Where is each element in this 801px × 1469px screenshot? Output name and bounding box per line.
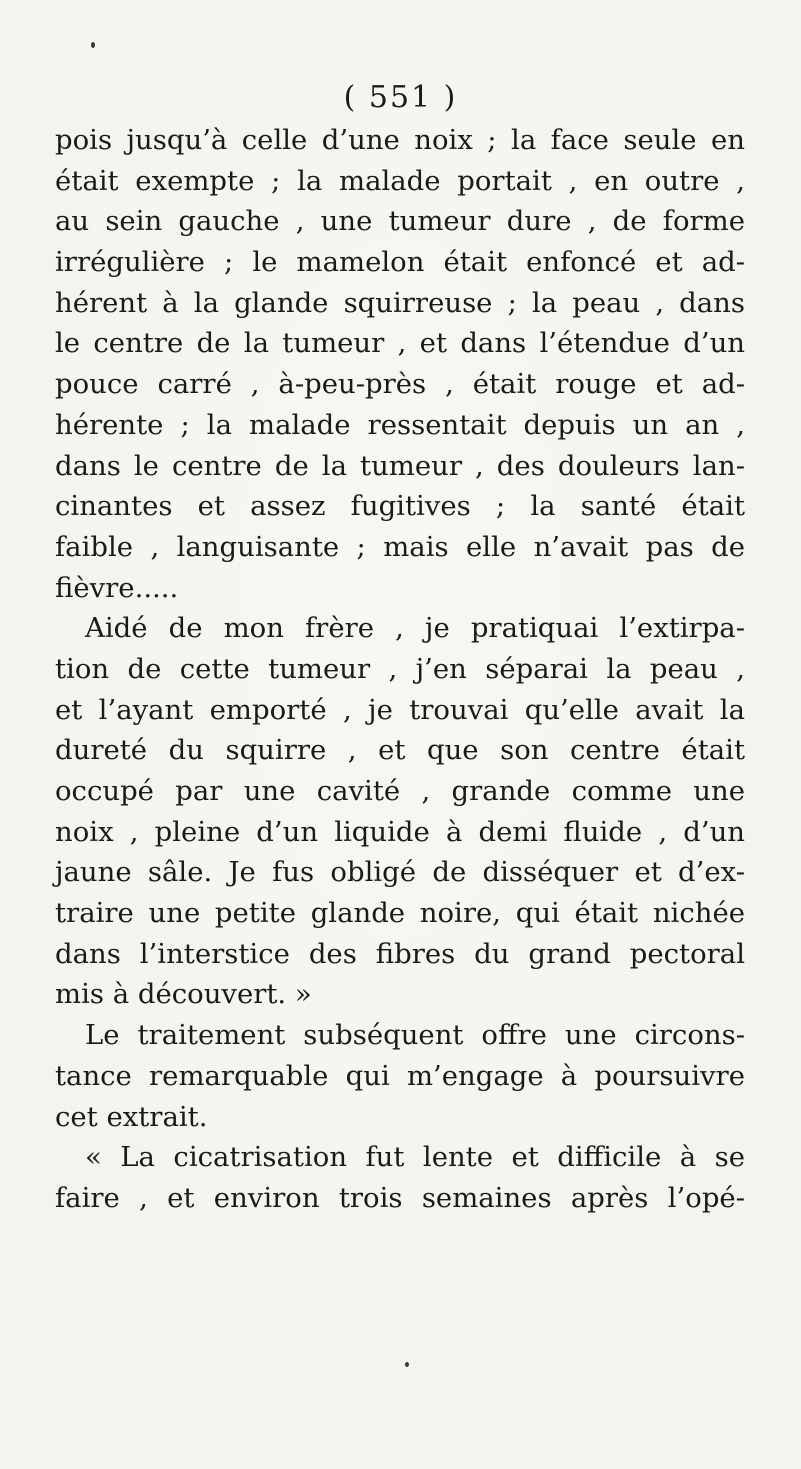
text-line: dans le centre de la tumeur , des douleurs lan- (55, 449, 745, 482)
ink-speck (405, 1362, 409, 1367)
text-line: faible , languisante ; mais elle n’avait pas de (55, 530, 745, 563)
text-line: et l’ayant emporté , je trouvai qu’elle avait la (55, 693, 745, 726)
text-line: dureté du squirre , et que son centre était (55, 734, 745, 767)
text-line: Le traitement subséquent offre une circons- (85, 1019, 745, 1052)
text-line: dans l’interstice des fibres du grand pectoral (55, 937, 745, 970)
text-line: jaune sâle. Je fus obligé de disséquer et d’ex- (55, 856, 745, 889)
text-line: au sein gauche , une tumeur dure , de forme (55, 205, 745, 238)
text-line: faire , et environ trois semaines après l’opé- (55, 1181, 745, 1214)
text-line: traire une petite glande noire, qui était nichée (55, 897, 745, 930)
text-line: hérente ; la malade ressentait depuis un an , (55, 408, 745, 441)
text-line: « La cicatrisation fut lente et difficile à se (85, 1141, 745, 1174)
text-line: irrégulière ; le mamelon était enfoncé et ad- (55, 246, 745, 279)
text-line: pois jusqu’à celle d’une noix ; la face seule en (55, 124, 745, 156)
text-line: cinantes et assez fugitives ; la santé était (55, 490, 745, 523)
text-line: cet extrait. (55, 1100, 208, 1133)
text-line: tion de cette tumeur , j’en séparai la peau , (55, 652, 745, 685)
text-line: noix , pleine d’un liquide à demi fluide , d’un (55, 815, 745, 848)
page-number: ( 551 ) (343, 80, 458, 115)
text-line: Aidé de mon frère , je pratiquai l’extirpa- (85, 612, 745, 645)
text-line: fièvre..... (55, 571, 179, 604)
ink-speck (91, 42, 95, 48)
text-line: mis à découvert. » (55, 978, 312, 1011)
text-line: était exempte ; la malade portait , en outre , (55, 164, 745, 197)
body-text (55, 120, 745, 1219)
text-line: le centre de la tumeur , et dans l’étendue d’un (55, 327, 745, 360)
text-line: hérent à la glande squirreuse ; la peau , dans (55, 286, 745, 319)
text-line: occupé par une cavité , grande comme une (55, 775, 745, 807)
text-line: pouce carré , à-peu-près , était rouge et ad- (55, 368, 745, 401)
text-line: tance remarquable qui m’engage à poursuivre (55, 1059, 745, 1092)
